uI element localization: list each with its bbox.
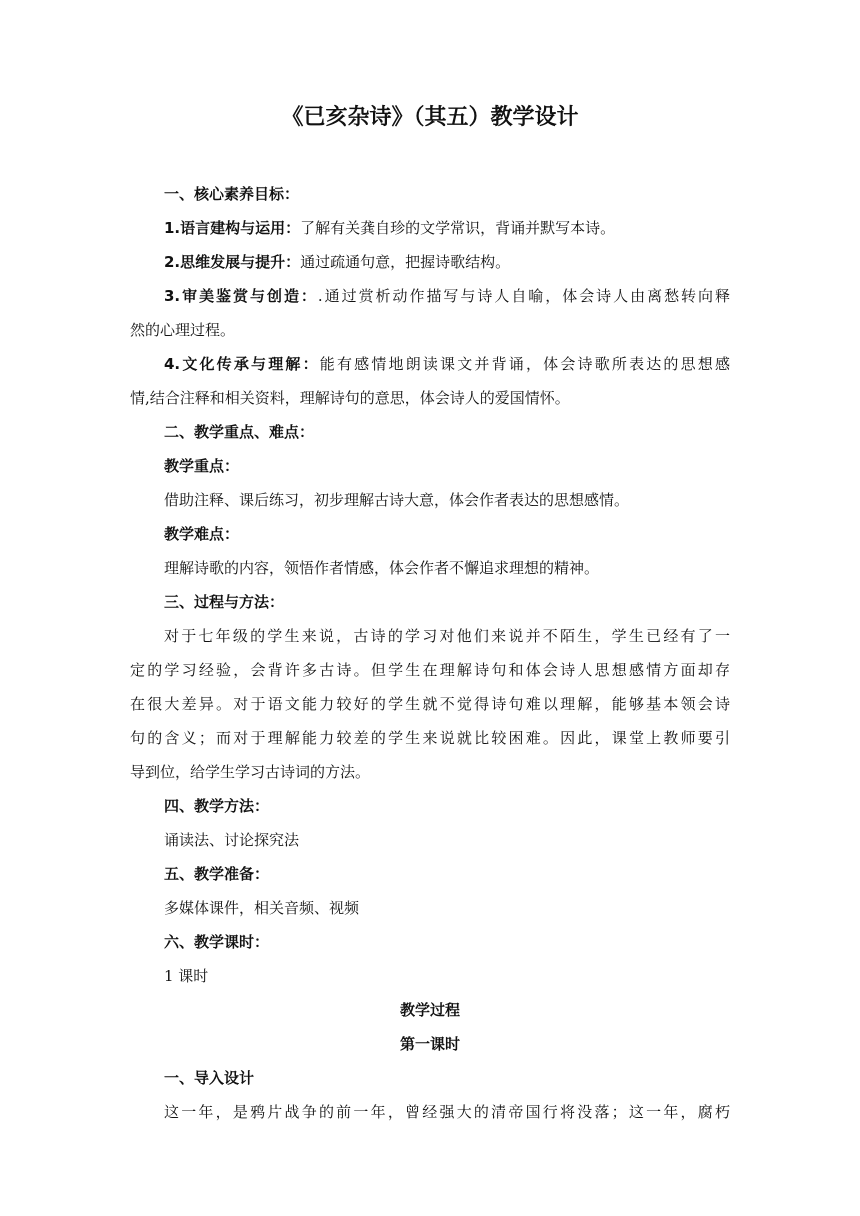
goal-culture-cont: 情,结合注释和相关资料，理解诗句的意思，体会诗人的爱国情怀。 [130,389,570,407]
key-point-text: 借助注释、课后练习，初步理解古诗大意，体会作者表达的思想感情。 [164,491,630,509]
document-body [130,177,730,1129]
intro-text-line: 这一年，是鸦片战争的前一年，曾经强大的清帝国行将没落；这一年，腐朽 [164,1103,730,1121]
goal-label: 2.思维发展与提升： [164,253,301,271]
goal-aesthetic [130,279,730,313]
section-heading-periods: 六、教学课时： [164,933,270,951]
difficulty-text: 理解诗歌的内容，领悟作者情感，体会作者不懈追求理想的精神。 [164,559,600,577]
goal-text: 能有感情地朗读课文并背诵，体会诗歌所表达的思想感 [319,355,730,373]
document-title: 《已亥杂诗》（其五）教学设计 [281,105,579,130]
section-heading-methods: 四、教学方法： [164,797,270,815]
preparation-text: 多媒体课件，相关音频、视频 [164,899,360,917]
goal-language [130,211,730,245]
section-heading-goals: 一、核心素养目标： [164,185,300,203]
process-paragraph-line: 对于七年级的学生来说，古诗的学习对他们来说并不陌生，学生已经有了一 [164,627,730,645]
goal-text: 了解有关龚自珍的文学常识，背诵并默写本诗。 [300,219,616,237]
goal-text: .通过赏析动作描写与诗人自喻，体会诗人由离愁转向释 [317,287,730,305]
goal-text: 通过疏通句意，把握诗歌结构。 [300,253,511,271]
methods-text: 诵读法、讨论探究法 [164,831,300,849]
goal-thinking [130,245,730,279]
section-heading-preparation: 五、教学准备： [164,865,270,883]
section-heading-key-points: 二、教学重点、难点： [164,423,315,441]
process-paragraph-line: 句的含义；而对于理解能力较差的学生来说就比较困难。因此，课堂上教师要引 [130,729,730,747]
goal-aesthetic-cont: 然的心理过程。 [130,321,236,339]
section-heading-intro: 一、导入设计 [164,1069,255,1087]
difficulty-label: 教学难点： [164,525,240,543]
process-paragraph-line: 定的学习经验，会背许多古诗。但学生在理解诗句和体会诗人思想感情方面却存 [130,661,730,679]
goal-label: 3.审美鉴赏与创造： [164,287,318,305]
process-title: 教学过程 [399,1001,460,1019]
goal-label: 4.文化传承与理解： [164,355,320,373]
process-paragraph-line: 在很大差异。对于语文能力较好的学生就不觉得诗句难以理解，能够基本领会诗 [130,695,730,713]
goal-culture [130,347,730,381]
lesson-title: 第一课时 [399,1035,460,1053]
periods-text: 1 课时 [164,967,209,985]
section-heading-process: 三、过程与方法： [164,593,285,611]
process-paragraph-line: 导到位，给学生学习古诗词的方法。 [130,763,371,781]
key-point-label: 教学重点： [164,457,240,475]
goal-label: 1.语言建构与运用： [164,219,301,237]
